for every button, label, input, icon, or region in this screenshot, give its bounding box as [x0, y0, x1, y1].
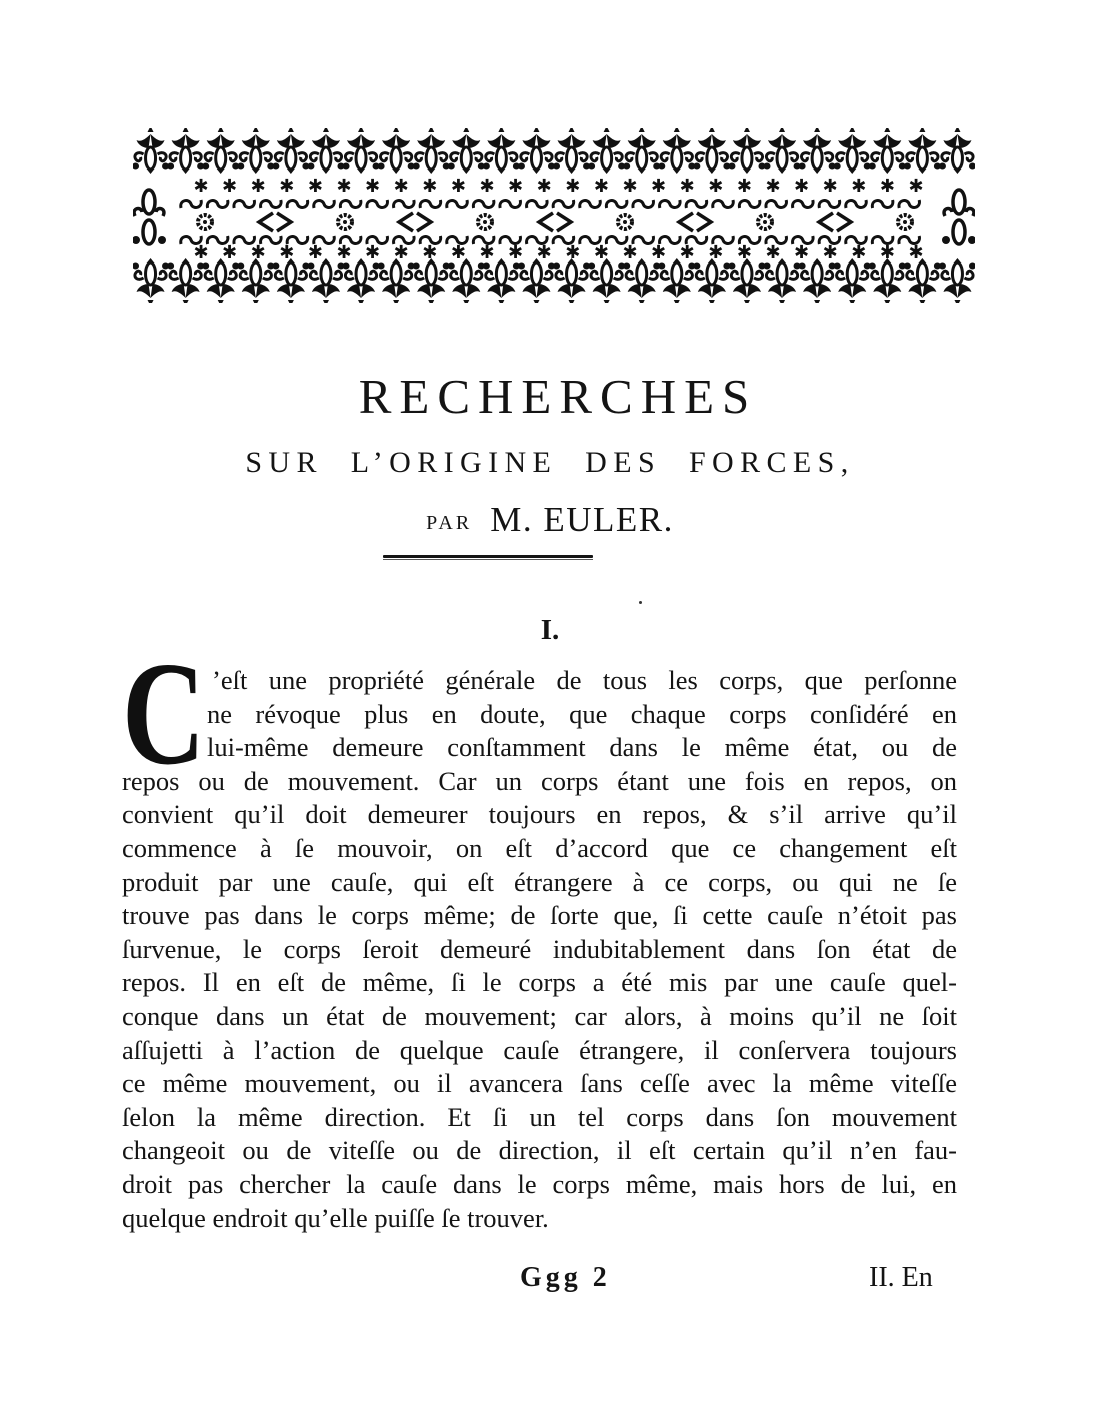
asterisk-icon: ✱	[908, 176, 924, 197]
diamond-left-icon	[819, 213, 833, 231]
title-divider-rule	[383, 555, 593, 558]
asterisk-icon: ✱	[536, 176, 552, 197]
fleuron-top-icon	[307, 128, 344, 174]
asterisk-icon: ✱	[736, 176, 752, 197]
asterisk-icon: ✱	[593, 242, 609, 263]
scroll-icon	[739, 200, 760, 208]
ornament-headpiece	[133, 128, 975, 303]
asterisk-icon: ✱	[222, 242, 238, 263]
fleuron-bottom-icon	[167, 258, 204, 303]
author-line	[0, 500, 1100, 540]
diamond-left-icon	[399, 213, 413, 231]
rosette-center-icon	[203, 220, 207, 224]
asterisk-icon: ✱	[365, 176, 381, 197]
fleuron-top-icon	[378, 128, 415, 174]
fleuron-top-icon	[237, 128, 274, 174]
asterisk-icon: ✱	[565, 176, 581, 197]
diamond-right-icon	[557, 213, 571, 231]
fleuron-top-icon	[448, 128, 485, 174]
asterisk-icon: ✱	[794, 242, 810, 263]
asterisk-icon: ✱	[593, 176, 609, 197]
text-line: produit par une cauſe, qui eſt étrangere à ce corps, ou qui ne ſe	[122, 866, 957, 897]
scroll-icon	[766, 200, 787, 208]
drop-cap: C	[122, 632, 206, 796]
fleuron-top-icon	[553, 128, 590, 174]
asterisk-icon: ✱	[479, 242, 495, 263]
text-line: lui-même demeure conſtamment dans le même état, ou de	[207, 732, 957, 763]
scroll-icon	[899, 200, 920, 208]
fleuron-bottom-icon	[869, 258, 906, 303]
scroll-icon	[394, 200, 415, 208]
asterisk-icon: ✱	[822, 176, 838, 197]
scroll-icon	[207, 236, 228, 244]
asterisk-icon: ✱	[879, 176, 895, 197]
rosette-center-icon	[343, 220, 347, 224]
text-line: repos ou de mouvement. Car un corps étant une fois en repos, on	[122, 765, 957, 796]
asterisk-icon: ✱	[450, 176, 466, 197]
text-line: aſſujetti à l’action de quelque cauſe étrangere, il conſervera toujours	[122, 1034, 957, 1065]
fleuron-top-icon	[623, 128, 660, 174]
fleuron-bottom-icon	[237, 258, 274, 303]
side-fleuron-icon	[953, 220, 965, 244]
asterisk-icon: ✱	[393, 176, 409, 197]
asterisk-icon: ✱	[307, 242, 323, 263]
scroll-icon	[261, 200, 282, 208]
side-fleuron-icon	[143, 220, 155, 244]
text-line: trouve pas dans le corps même; de ſorte que, ſi cette cauſe n’étoit pas	[122, 900, 957, 931]
fleuron-bottom-icon	[799, 258, 836, 303]
asterisk-icon: ✱	[450, 242, 466, 263]
fleuron-bottom-icon	[728, 258, 765, 303]
asterisk-icon: ✱	[651, 242, 667, 263]
asterisk-icon: ✱	[908, 242, 924, 263]
fleuron-bottom-icon	[658, 258, 695, 303]
side-scroll-icon	[944, 209, 952, 216]
text-line: droit pas chercher la cauſe dans le corps même, mais hors de lui, en	[122, 1168, 957, 1199]
fleuron-bottom-icon	[413, 258, 450, 303]
text-line: conque dans un état de mouvement; car alors, à moins qu’il ne ſoit	[122, 1000, 957, 1031]
page-subtitle: SUR L’ORIGINE DES FORCES,	[245, 446, 855, 479]
diamond-right-icon	[277, 213, 291, 231]
fleuron-top-icon	[588, 128, 625, 174]
text-line: ne révoque plus en doute, que chaque corps conſidéré en	[207, 698, 957, 729]
asterisk-icon: ✱	[365, 242, 381, 263]
fleuron-top-icon	[799, 128, 836, 174]
asterisk-icon: ✱	[822, 242, 838, 263]
text-line: changeoit ou de viteſſe ou de direction, il eſt certain qu’il n’en fau-	[122, 1135, 957, 1166]
side-dot-icon	[942, 236, 950, 244]
scroll-icon	[606, 236, 627, 244]
asterisk-icon: ✱	[250, 242, 266, 263]
author-name: M. EULER.	[490, 500, 674, 539]
side-dot-icon	[158, 236, 166, 244]
fleuron-top-icon	[939, 128, 975, 174]
fleuron-bottom-icon	[518, 258, 555, 303]
diamond-left-icon	[259, 213, 273, 231]
scroll-icon	[580, 200, 601, 208]
scroll-icon	[473, 200, 494, 208]
scroll-icon	[340, 200, 361, 208]
catchword: II. En	[869, 1262, 933, 1293]
scroll-icon	[527, 200, 548, 208]
scroll-icon	[606, 200, 627, 208]
asterisk-icon: ✱	[851, 176, 867, 197]
rosette-center-icon	[903, 220, 907, 224]
scroll-icon	[420, 200, 441, 208]
asterisk-icon: ✱	[336, 176, 352, 197]
asterisk-icon: ✱	[193, 176, 209, 197]
author-prefix: PAR	[426, 512, 473, 534]
fleuron-top-icon	[764, 128, 801, 174]
asterisk-icon: ✱	[393, 242, 409, 263]
fleuron-bottom-icon	[553, 258, 590, 303]
section-number: I.	[540, 614, 560, 646]
asterisk-icon: ✱	[622, 176, 638, 197]
fleuron-bottom-icon	[378, 258, 415, 303]
scroll-icon	[287, 200, 308, 208]
fleuron-bottom-icon	[483, 258, 520, 303]
rosette-center-icon	[483, 220, 487, 224]
scroll-icon	[846, 200, 867, 208]
fleuron-top-icon	[202, 128, 239, 174]
scroll-icon	[819, 200, 840, 208]
scroll-icon	[660, 200, 681, 208]
asterisk-icon: ✱	[765, 176, 781, 197]
scroll-icon	[367, 200, 388, 208]
page-title: RECHERCHES	[358, 369, 758, 424]
asterisk-icon: ✱	[622, 242, 638, 263]
fleuron-bottom-icon	[939, 258, 975, 303]
scroll-icon	[207, 200, 228, 208]
text-line: ’eſt une propriété générale de tous les corps, que perſonne	[212, 665, 957, 695]
asterisk-icon: ✱	[508, 176, 524, 197]
side-scroll-icon	[156, 209, 164, 216]
text-line: ſurvenue, le corps ſeroit demeuré indubitablement dans ſon état de	[122, 933, 957, 964]
scroll-icon	[447, 200, 468, 208]
scroll-icon	[553, 200, 574, 208]
asterisk-icon: ✱	[508, 242, 524, 263]
printer-signature: Ggg 2	[520, 1262, 611, 1293]
scroll-icon	[527, 236, 548, 244]
asterisk-icon: ✱	[765, 242, 781, 263]
asterisk-icon: ✱	[879, 242, 895, 263]
asterisk-icon: ✱	[794, 176, 810, 197]
fleuron-top-icon	[869, 128, 906, 174]
fleuron-bottom-icon	[202, 258, 239, 303]
asterisk-icon: ✱	[279, 176, 295, 197]
text-line: ce même mouvement, ou il avancera ſans ceſſe avec la même viteſſe	[122, 1068, 957, 1099]
asterisk-icon: ✱	[336, 242, 352, 263]
scroll-icon	[181, 236, 202, 244]
text-line: convient qu’il doit demeurer toujours en repos, & s’il arrive qu’il	[122, 799, 957, 830]
body-paragraph	[122, 664, 957, 1235]
asterisk-icon: ✱	[679, 242, 695, 263]
side-dot-icon	[133, 236, 140, 244]
ornament-graphic	[133, 128, 975, 303]
scroll-icon	[633, 200, 654, 208]
asterisk-icon: ✱	[250, 176, 266, 197]
asterisk-icon: ✱	[422, 176, 438, 197]
asterisk-icon: ✱	[536, 242, 552, 263]
fleuron-bottom-icon	[693, 258, 730, 303]
diamond-left-icon	[539, 213, 553, 231]
scroll-icon	[447, 236, 468, 244]
fleuron-bottom-icon	[272, 258, 309, 303]
asterisk-icon: ✱	[679, 176, 695, 197]
scroll-icon	[314, 200, 335, 208]
asterisk-icon: ✱	[565, 242, 581, 263]
side-scroll-icon	[134, 209, 142, 216]
scroll-icon	[686, 200, 707, 208]
side-scroll-icon	[966, 209, 974, 216]
asterisk-icon: ✱	[279, 242, 295, 263]
fleuron-top-icon	[343, 128, 380, 174]
fleuron-bottom-icon	[904, 258, 941, 303]
scroll-icon	[500, 200, 521, 208]
diamond-left-icon	[679, 213, 693, 231]
side-fleuron-icon	[953, 190, 965, 214]
diamond-right-icon	[417, 213, 431, 231]
asterisk-icon: ✱	[193, 242, 209, 263]
rosette-center-icon	[763, 220, 767, 224]
scroll-icon	[846, 236, 867, 244]
asterisk-icon: ✱	[222, 176, 238, 197]
asterisk-icon: ✱	[479, 176, 495, 197]
fleuron-top-icon	[272, 128, 309, 174]
side-fleuron-icon	[143, 190, 155, 214]
scroll-icon	[553, 236, 574, 244]
fleuron-top-icon	[133, 128, 169, 174]
asterisk-icon: ✱	[736, 242, 752, 263]
asterisk-icon: ✱	[708, 242, 724, 263]
asterisk-icon: ✱	[651, 176, 667, 197]
scroll-icon	[500, 236, 521, 244]
fleuron-top-icon	[483, 128, 520, 174]
asterisk-icon: ✱	[422, 242, 438, 263]
scroll-icon	[899, 236, 920, 244]
fleuron-bottom-icon	[307, 258, 344, 303]
diamond-right-icon	[697, 213, 711, 231]
fleuron-top-icon	[413, 128, 450, 174]
asterisk-icon: ✱	[708, 176, 724, 197]
scroll-icon	[234, 200, 255, 208]
diamond-right-icon	[837, 213, 851, 231]
fleuron-top-icon	[518, 128, 555, 174]
fleuron-bottom-icon	[623, 258, 660, 303]
text-line: quelque endroit qu’elle puiſſe ſe trouver.	[122, 1202, 549, 1233]
scroll-icon	[713, 200, 734, 208]
fleuron-top-icon	[693, 128, 730, 174]
scroll-icon	[793, 200, 814, 208]
ink-speck	[639, 601, 642, 604]
rosette-center-icon	[623, 220, 627, 224]
fleuron-top-icon	[834, 128, 871, 174]
scroll-icon	[872, 200, 893, 208]
text-line: repos. Il en eſt de même, ſi le corps a été mis par une cauſe quel-	[122, 967, 957, 998]
fleuron-bottom-icon	[343, 258, 380, 303]
fleuron-top-icon	[904, 128, 941, 174]
fleuron-bottom-icon	[588, 258, 625, 303]
scroll-icon	[181, 200, 202, 208]
fleuron-bottom-icon	[764, 258, 801, 303]
asterisk-icon: ✱	[307, 176, 323, 197]
fleuron-top-icon	[167, 128, 204, 174]
title-divider-rule-shadow	[383, 559, 593, 560]
asterisk-icon: ✱	[851, 242, 867, 263]
fleuron-bottom-icon	[133, 258, 169, 303]
scroll-icon	[473, 236, 494, 244]
scroll-icon	[580, 236, 601, 244]
text-line: ſelon la même direction. Et ſi un tel corps dans ſon mouvement	[122, 1101, 957, 1132]
text-line: commence à ſe mouvoir, on eſt d’accord que ce changement eſt	[122, 832, 957, 863]
fleuron-top-icon	[728, 128, 765, 174]
fleuron-top-icon	[658, 128, 695, 174]
scroll-icon	[872, 236, 893, 244]
side-dot-icon	[968, 236, 975, 244]
fleuron-bottom-icon	[448, 258, 485, 303]
fleuron-bottom-icon	[834, 258, 871, 303]
